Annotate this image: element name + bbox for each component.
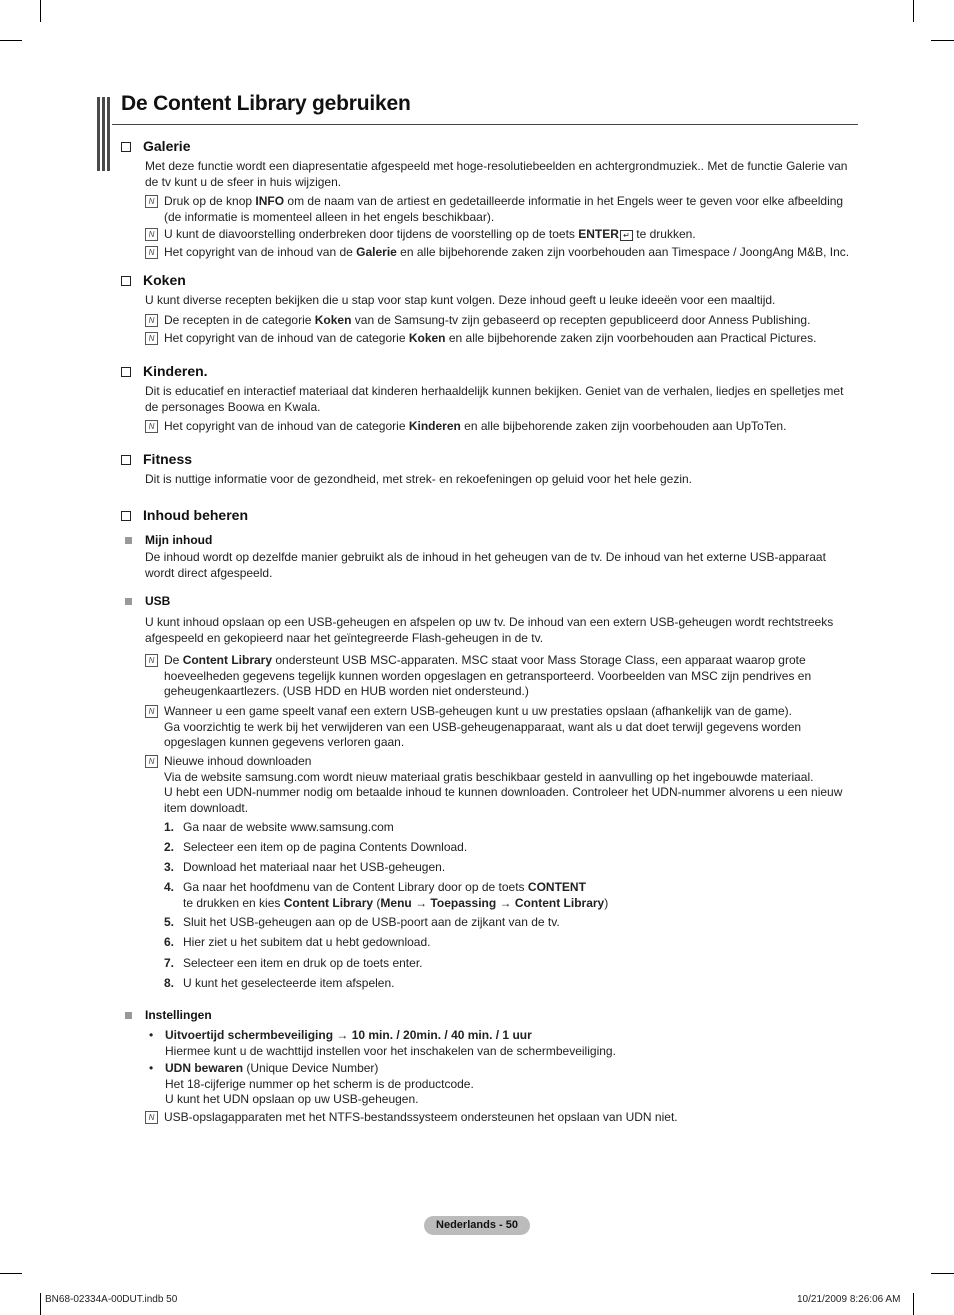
enter-icon: ↵ bbox=[620, 230, 633, 241]
checkbox-icon bbox=[121, 455, 131, 465]
page-title: De Content Library gebruiken bbox=[121, 92, 411, 115]
step: 1. Ga naar de website www.samsung.com bbox=[164, 820, 394, 834]
note: N Het copyright van de inhoud van de categorie Koken en alle bijbehorende zaken zijn voorbehouden aan Practical Pictures. bbox=[145, 331, 857, 347]
step: 6. Hier ziet u het subitem dat u hebt gedownload. bbox=[164, 935, 431, 949]
title-rule bbox=[112, 124, 858, 125]
note: N Druk op de knop INFO om de naam van de artiest en gedetailleerde informatie in het Engels weer te geven voor elke afbeelding (de informatie is momenteel alleen in het engels beschikbaar). bbox=[145, 194, 857, 225]
step: 5. Sluit het USB-geheugen aan op de USB-poort aan de zijkant van de tv. bbox=[164, 915, 560, 929]
checkbox-icon bbox=[121, 142, 131, 152]
crop-mark bbox=[931, 1273, 954, 1274]
checkbox-icon bbox=[121, 511, 131, 521]
page-number-badge: Nederlands - 50 bbox=[424, 1216, 530, 1235]
note-icon: N bbox=[145, 654, 158, 667]
crop-mark bbox=[40, 0, 41, 22]
note-icon: N bbox=[145, 332, 158, 345]
step: 8. U kunt het geselecteerde item afspelen. bbox=[164, 976, 395, 990]
square-bullet-icon bbox=[125, 537, 132, 544]
section-inhoud-beheren: Inhoud beheren bbox=[121, 507, 248, 523]
usb-text: U kunt inhoud opslaan op een USB-geheugen en afspelen op uw tv. De inhoud van een extern USB-geheugen wordt rechtstreeks afgespeeld en gekopieerd naar het geïntegreerde Flash-geheugen in de tv. bbox=[145, 615, 834, 645]
checkbox-icon bbox=[121, 276, 131, 286]
note-icon: N bbox=[145, 228, 158, 241]
note: N Het copyright van de inhoud van de categorie Kinderen en alle bijbehorende zaken zijn voorbehouden aan UpToTen. bbox=[145, 419, 857, 435]
crop-mark bbox=[913, 1293, 914, 1315]
note-icon: N bbox=[145, 1111, 158, 1124]
note-icon: N bbox=[145, 314, 158, 327]
note: N De recepten in de categorie Koken van de Samsung-tv zijn gebaseerd op recepten gepubliceerd door Anness Publishing. bbox=[145, 313, 857, 329]
step: 4. Ga naar het hoofdmenu van de Content Library door op de toets CONTENT te drukken en kies Content Library (Menu → Toepassing → Content Library) bbox=[164, 880, 609, 910]
sub-instellingen: Instellingen bbox=[125, 1008, 212, 1022]
note: N De Content Library ondersteunt USB MSC-apparaten. MSC staat voor Mass Storage Class, een apparaat waarop grote hoeveelheden gegevens tegelijk kunnen worden opgeslagen en getransporteerd. Voorbeelden van MSC zijn pendrives en geheugenkaartlezers. (USB HDD en HUB worden niet ondersteund.) bbox=[145, 653, 857, 700]
file-info: BN68-02334A-00DUT.indb 50 bbox=[45, 1294, 178, 1305]
note: N Nieuwe inhoud downloaden Via de website samsung.com wordt nieuw materiaal gratis beschikbaar gesteld in aanvulling op het ingebouwde materiaal. U hebt een UDN-nummer nodig om betaalde inhoud te kunnen downloaden. Controleer het UDN-nummer alvorens u een nieuw item downloadt. bbox=[145, 754, 857, 816]
section-koken: Koken bbox=[121, 272, 186, 288]
crop-mark bbox=[931, 40, 954, 41]
note: N Het copyright van de inhoud van de Galerie en alle bijbehorende zaken zijn voorbehouden aan Timespace / JoongAng M&B, Inc. bbox=[145, 245, 857, 261]
crop-mark bbox=[913, 0, 914, 22]
galerie-intro: Met deze functie wordt een diapresentatie afgespeeld met hoge-resolutiebeelden en achtergrondmuziek.. Met de functie Galerie van de tv kunt u de sfeer in huis wijzigen. bbox=[145, 159, 848, 189]
kinderen-intro: Dit is educatief en interactief materiaal dat kinderen herhaaldelijk kunnen bekijken. Geniet van de verhalen, liedjes en spelletjes met de personages Boowa en Kwala. bbox=[145, 384, 844, 414]
square-bullet-icon bbox=[125, 598, 132, 605]
step: 2. Selecteer een item op de pagina Contents Download. bbox=[164, 840, 468, 854]
note: N Wanneer u een game speelt vanaf een extern USB-geheugen kunt u uw prestaties opslaan (afhankelijk van de game). Ga voorzichtig te werk bij het verwijderen van een USB-geheugenapparaat, want als u dat doet terwijl gegevens worden opgeslagen kunnen gegevens verloren gaan. bbox=[145, 704, 857, 751]
crop-mark bbox=[0, 40, 22, 41]
sub-usb: USB bbox=[125, 594, 170, 608]
print-date: 10/21/2009 8:26:06 AM bbox=[797, 1294, 901, 1305]
note: N USB-opslagapparaten met het NTFS-bestandssysteem ondersteunen het opslaan van UDN niet. bbox=[145, 1110, 857, 1126]
step: 3. Download het materiaal naar het USB-geheugen. bbox=[164, 860, 446, 874]
mijn-inhoud-text: De inhoud wordt op dezelfde manier gebruikt als de inhoud in het geheugen van de tv. De inhoud van het externe USB-apparaat wordt direct afgespeeld. bbox=[145, 550, 826, 580]
sub-mijn-inhoud: Mijn inhoud bbox=[125, 533, 212, 547]
step: 7. Selecteer een item en druk op de toets enter. bbox=[164, 956, 423, 970]
section-galerie: Galerie bbox=[121, 138, 190, 154]
crop-mark bbox=[40, 1293, 41, 1315]
bullet-item: • Uitvoertijd schermbeveiliging → 10 min. / 20min. / 40 min. / 1 uur Hiermee kunt u de wachttijd instellen voor het inschakelen van de schermbeveiliging. bbox=[149, 1028, 616, 1058]
note-icon: N bbox=[145, 420, 158, 433]
note-icon: N bbox=[145, 705, 158, 718]
fitness-intro: Dit is nuttige informatie voor de gezondheid, met strek- en rekoefeningen op geluid voor het hele gezin. bbox=[145, 472, 692, 486]
note: N U kunt de diavoorstelling onderbreken door tijdens de voorstelling op de toets ENTER ↵ te drukken. bbox=[145, 227, 857, 243]
square-bullet-icon bbox=[125, 1012, 132, 1019]
note-icon: N bbox=[145, 755, 158, 768]
section-kinderen: Kinderen. bbox=[121, 363, 208, 379]
section-fitness: Fitness bbox=[121, 451, 192, 467]
bullet-item: • UDN bewaren (Unique Device Number) Het 18-cijferige nummer op het scherm is de productcode. U kunt het UDN opslaan op uw USB-geheugen. bbox=[149, 1061, 474, 1106]
crop-mark bbox=[0, 1273, 22, 1274]
note-icon: N bbox=[145, 195, 158, 208]
koken-intro: U kunt diverse recepten bekijken die u stap voor stap kunt volgen. Deze inhoud geeft u leuke ideeën voor een maaltijd. bbox=[145, 293, 776, 307]
note-icon: N bbox=[145, 246, 158, 259]
checkbox-icon bbox=[121, 367, 131, 377]
